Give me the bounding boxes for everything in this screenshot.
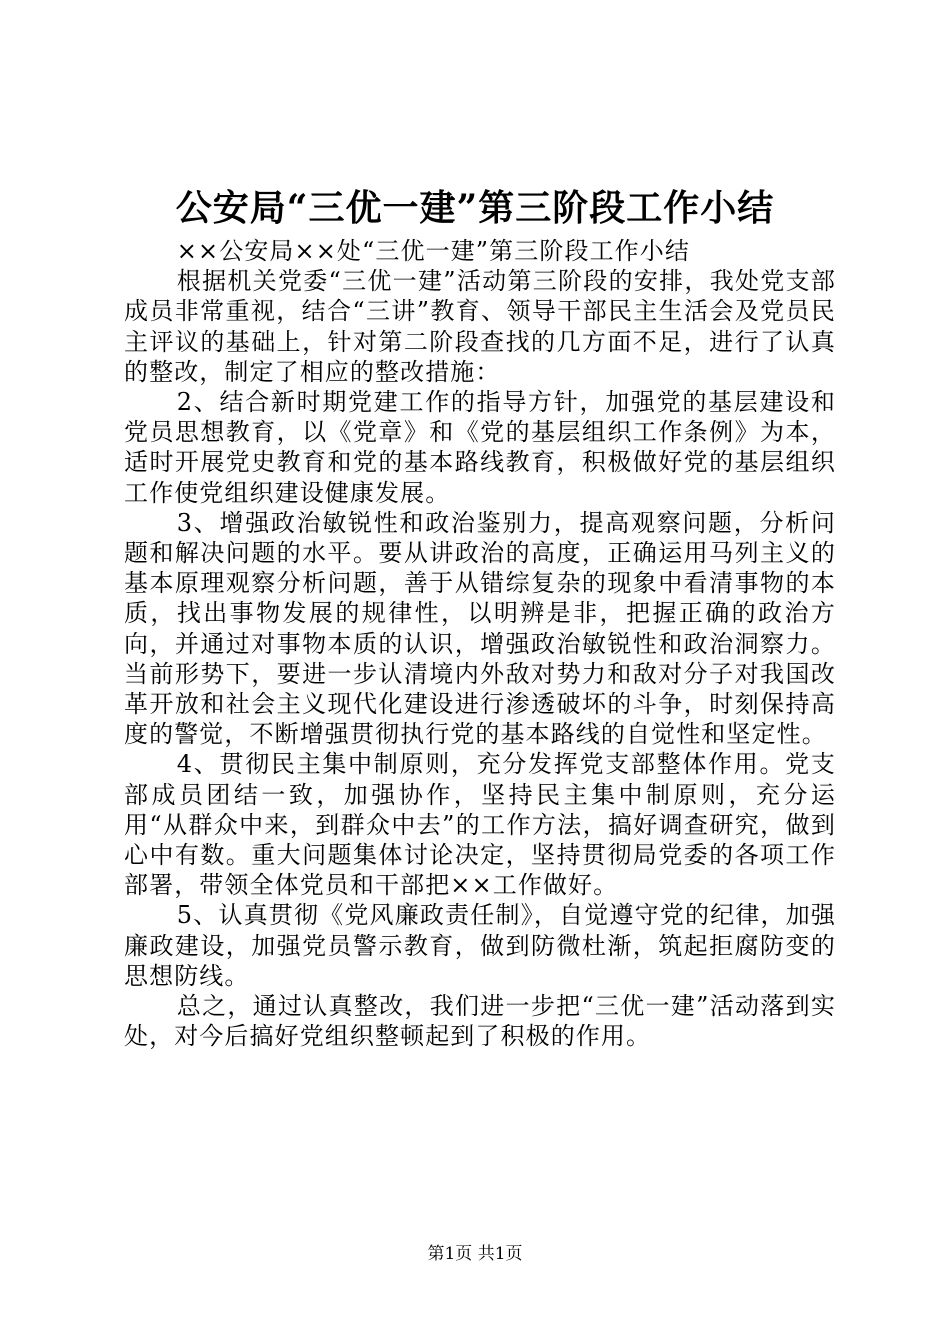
paragraph-item-5: 5、认真贯彻《党风廉政责任制》，自觉遵守党的纪律，加强廉政建设，加强党员警示教育，做到防微杜渐，筑起拒腐防变的思想防线。: [124, 901, 836, 990]
document-body: [124, 236, 836, 1051]
paragraph-intro: 根据机关党委“三优一建”活动第三阶段的安排，我处党支部成员非常重视，结合“三讲”教育、领导干部民主生活会及党员民主评议的基础上，针对第二阶段查找的几方面不足，进行了认真的整改，制定了相应的整改措施：: [124, 267, 836, 386]
paragraph-item-2: 2、结合新时期党建工作的指导方针，加强党的基层建设和党员思想教育，以《党章》和《党的基层组织工作条例》为本，适时开展党史教育和党的基本路线教育，积极做好党的基层组织工作使党组织建设健康发展。: [124, 388, 836, 507]
document-title: 公安局“三优一建”第三阶段工作小结: [175, 187, 775, 229]
paragraph-conclusion: 总之，通过认真整改，我们进一步把“三优一建”活动落到实处，对今后搞好党组织整顿起到了积极的作用。: [124, 992, 836, 1051]
document-subtitle: ××公安局××处“三优一建”第三阶段工作小结: [176, 237, 690, 265]
paragraph-item-3: 3、增强政治敏锐性和政治鉴别力，提高观察问题，分析问题和解决问题的水平。要从讲政治的高度，正确运用马列主义的基本原理观察分析问题，善于从错综复杂的现象中看清事物的本质，找出事物发展的规律性，以明辨是非，把握正确的政治方向，并通过对事物本质的认识，增强政治敏锐性和政治洞察力。当前形势下，要进一步认清境内外敌对势力和敌对分子对我国改革开放和社会主义现代化建设进行渗透破坏的斗争，时刻保持高度的警觉，不断增强贯彻执行党的基本路线的自觉性和坚定性。: [124, 508, 836, 749]
page-footer: 第1页 共1页: [427, 1244, 523, 1264]
paragraph-item-4: 4、贯彻民主集中制原则，充分发挥党支部整体作用。党支部成员团结一致，加强协作，坚持民主集中制原则，充分运用“从群众中来，到群众中去”的工作方法，搞好调查研究，做到心中有数。重大问题集体讨论决定，坚持贯彻局党委的各项工作部署，带领全体党员和干部把××工作做好。: [124, 750, 836, 900]
